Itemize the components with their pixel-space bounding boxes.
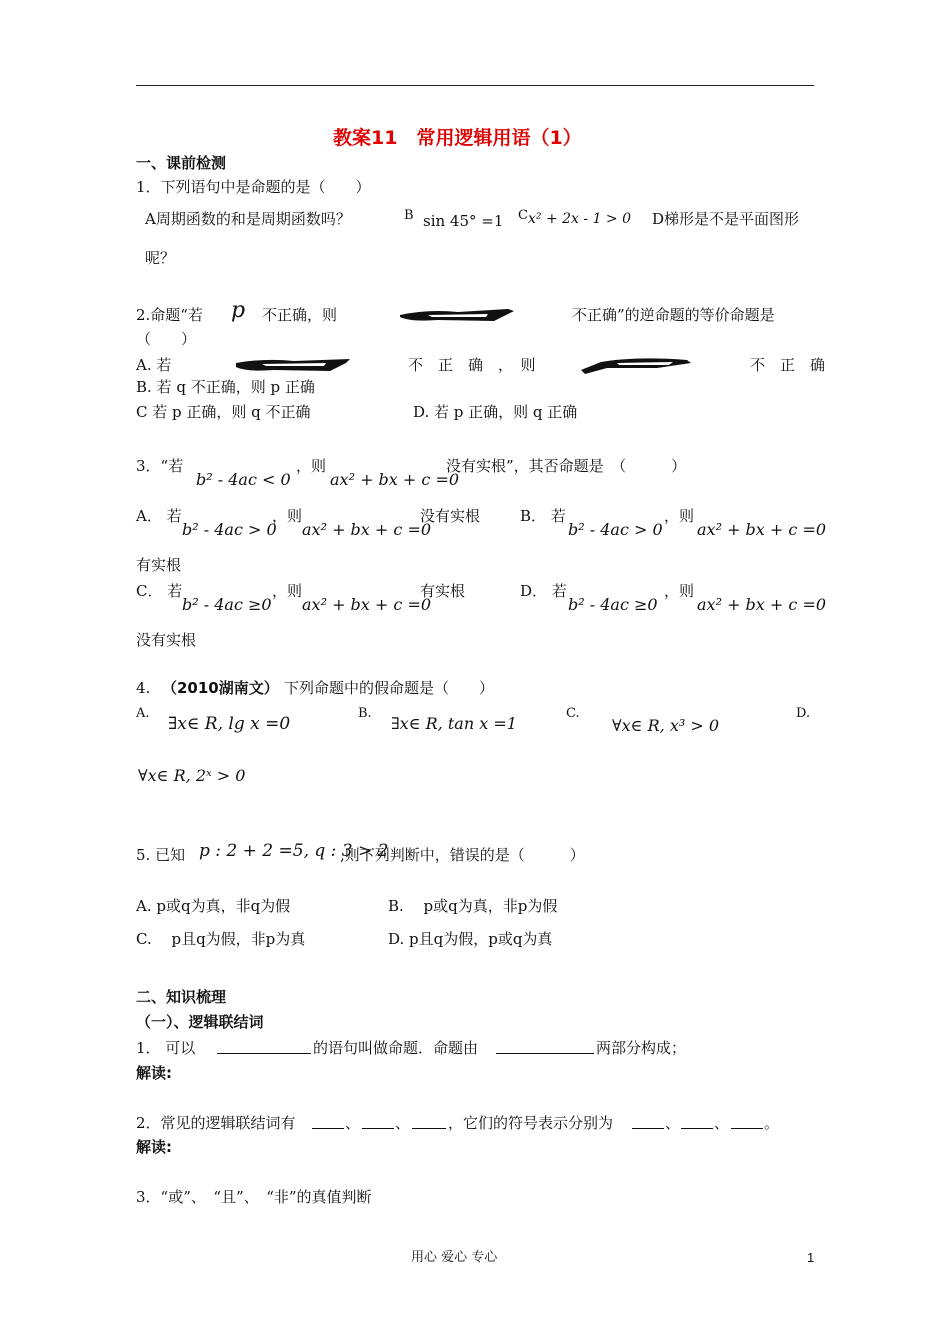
q4-stem: 下列命题中的假命题是（ ） xyxy=(284,679,495,697)
item2-end: 。 xyxy=(764,1114,780,1132)
q3-option-a-math-2: ax² + bx + c =0 xyxy=(302,520,432,539)
q1-option-c-label: C xyxy=(518,208,528,223)
q3-option-c-math-2: ax² + bx + c =0 xyxy=(302,595,432,614)
q3-stem-a: 3．“若 xyxy=(136,457,184,475)
q4-option-c-math: ∀x∈ R, x³ > 0 xyxy=(612,716,720,735)
item1-blank-1[interactable] xyxy=(217,1039,311,1054)
q3-stem-math-2: ax² + bx + c =0 xyxy=(330,470,460,489)
q3-stem-c: 没有实根”，其否命题是 （ ） xyxy=(446,457,687,475)
q3-option-b-math-1: b² - 4ac > 0 xyxy=(568,520,663,539)
q1-option-d-cont: 呢？ xyxy=(145,249,176,267)
section-heading-2: 二、知识梳理 xyxy=(136,988,227,1006)
q5-stem-a: 5. 已知 xyxy=(136,846,186,864)
item2-blank-5[interactable] xyxy=(681,1114,713,1129)
page-title: 教案11 常用逻辑用语（1） xyxy=(333,127,582,149)
q4-number: 4. xyxy=(136,679,151,697)
item2-blank-2[interactable] xyxy=(362,1114,394,1129)
item3-text: 3．“或”、 “且”、 “非”的真值判断 xyxy=(136,1188,372,1206)
q2-option-a-label: A. 若 xyxy=(136,356,172,374)
q3-option-a-math-1: b² - 4ac > 0 xyxy=(182,520,277,539)
q5-option-d: D. p且q为假，p或q为真 xyxy=(388,930,553,948)
q4-option-b-label: B. xyxy=(358,706,372,721)
q3-stem-math-1: b² - 4ac < 0 xyxy=(196,470,291,489)
item1-text-b: 的语句叫做命题．命题由 xyxy=(313,1039,479,1057)
item2-blank-6[interactable] xyxy=(731,1114,763,1129)
q2-paren: （ ） xyxy=(136,330,197,348)
item2-text-b: ，它们的符号表示分别为 xyxy=(448,1114,614,1132)
q1-option-d: D梯形是不是平面图形 xyxy=(652,210,800,228)
q2-stem-c: 不正确”的逆命题的等价命题是 xyxy=(572,306,775,324)
q3-option-a-label: A． 若 xyxy=(136,507,182,525)
item2-sep-3: 、 xyxy=(665,1114,681,1132)
item2-blank-3[interactable] xyxy=(412,1114,446,1129)
q3-option-b-math-2: ax² + bx + c =0 xyxy=(697,520,827,539)
q2-option-c: C 若 p 正确，则 q 不正确 xyxy=(136,403,311,421)
q1-option-b-math: sin 45° =1 xyxy=(423,212,504,230)
q4-option-c-label: C. xyxy=(566,706,580,721)
q3-option-d-then: ，则 xyxy=(664,582,695,600)
item1-text-a: 1． 可以 xyxy=(136,1039,196,1057)
q3-option-b-end: 有实根 xyxy=(136,556,182,574)
corrupted-formula-image xyxy=(398,305,518,325)
item1-blank-2[interactable] xyxy=(496,1039,594,1054)
q2-option-a-mid: 不 正 确 ， 则 xyxy=(408,356,536,374)
q4-option-a-math: ∃x∈ R, lg x =0 xyxy=(168,714,291,734)
q3-option-d-math-1: b² - 4ac ≥0 xyxy=(568,595,658,614)
q3-option-c-end: 有实根 xyxy=(420,582,466,600)
q3-option-b-label: B． 若 xyxy=(520,507,566,525)
q3-option-d-end: 没有实根 xyxy=(136,631,197,649)
item2-blank-4[interactable] xyxy=(632,1114,664,1129)
subsection-heading-1: （一）、逻辑联结词 xyxy=(136,1013,264,1031)
q4-option-a-label: A. xyxy=(136,706,150,721)
q3-option-a-end: 没有实根 xyxy=(420,507,481,525)
q3-option-d-math-2: ax² + bx + c =0 xyxy=(697,595,827,614)
item2-text-a: 2．常见的逻辑联结词有 xyxy=(136,1114,296,1132)
q5-option-c: C. p且q为假，非p为真 xyxy=(136,930,306,948)
q1-stem: 1．下列语句中是命题的是（ ） xyxy=(136,178,371,196)
q3-option-b-then: ，则 xyxy=(664,507,695,525)
header-rule xyxy=(136,85,814,86)
q3-option-c-math-1: b² - 4ac ≥0 xyxy=(182,595,272,614)
q4-option-d-label: D. xyxy=(796,706,811,721)
q5-stem-math: p : 2 + 2 =5, q : 3 > 2 xyxy=(199,841,389,861)
item2-sep-2: 、 xyxy=(395,1114,411,1132)
item2-blank-1[interactable] xyxy=(312,1114,344,1129)
q1-option-a: A周期函数的和是周期函数吗？ xyxy=(145,210,351,228)
q2-stem-a: 2.命题“若 xyxy=(136,306,203,324)
q4-source: （2010湖南文） xyxy=(162,679,279,697)
item1-text-c: 两部分构成； xyxy=(596,1039,687,1057)
q3-option-c-then: ，则 xyxy=(272,582,303,600)
jiedu-label-2: 解读: xyxy=(136,1138,172,1156)
section-heading-1: 一、课前检测 xyxy=(136,154,227,172)
q1-option-b-label: B xyxy=(404,208,414,223)
q5-option-a: A. p或q为真，非q为假 xyxy=(136,897,291,915)
q3-option-a-then: ，则 xyxy=(272,507,303,525)
q5-stem-b: ,则下列判断中，错误的是（ ） xyxy=(340,846,585,864)
q4-option-d-math: ∀x∈ R, 2ˣ > 0 xyxy=(138,766,246,785)
jiedu-label-1: 解读: xyxy=(136,1064,172,1082)
page-number: 1 xyxy=(807,1250,815,1265)
corrupted-formula-image xyxy=(234,355,354,375)
q5-option-b: B. p或q为真，非p为假 xyxy=(388,897,558,915)
item2-sep-4: 、 xyxy=(714,1114,730,1132)
corrupted-formula-image xyxy=(577,354,695,376)
q2-option-d: D. 若 p 正确，则 q 正确 xyxy=(413,403,578,421)
q1-option-c-math: x² + 2x - 1 > 0 xyxy=(528,211,632,227)
q2-stem-b: 不正确，则 xyxy=(262,306,338,324)
footer-motto: 用心 爱心 专心 xyxy=(411,1250,498,1265)
item2-sep-1: 、 xyxy=(345,1114,361,1132)
q3-option-c-label: C． 若 xyxy=(136,582,183,600)
q3-option-d-label: D． 若 xyxy=(520,582,567,600)
q2-stem-p: p xyxy=(231,298,246,323)
q4-option-b-math: ∃x∈ R, tan x =1 xyxy=(391,714,517,733)
q3-stem-b: ，则 xyxy=(296,457,327,475)
q2-option-b: B. 若 q 不正确，则 p 正确 xyxy=(136,378,315,396)
q2-option-a-end: 不 正 确 xyxy=(750,356,826,374)
